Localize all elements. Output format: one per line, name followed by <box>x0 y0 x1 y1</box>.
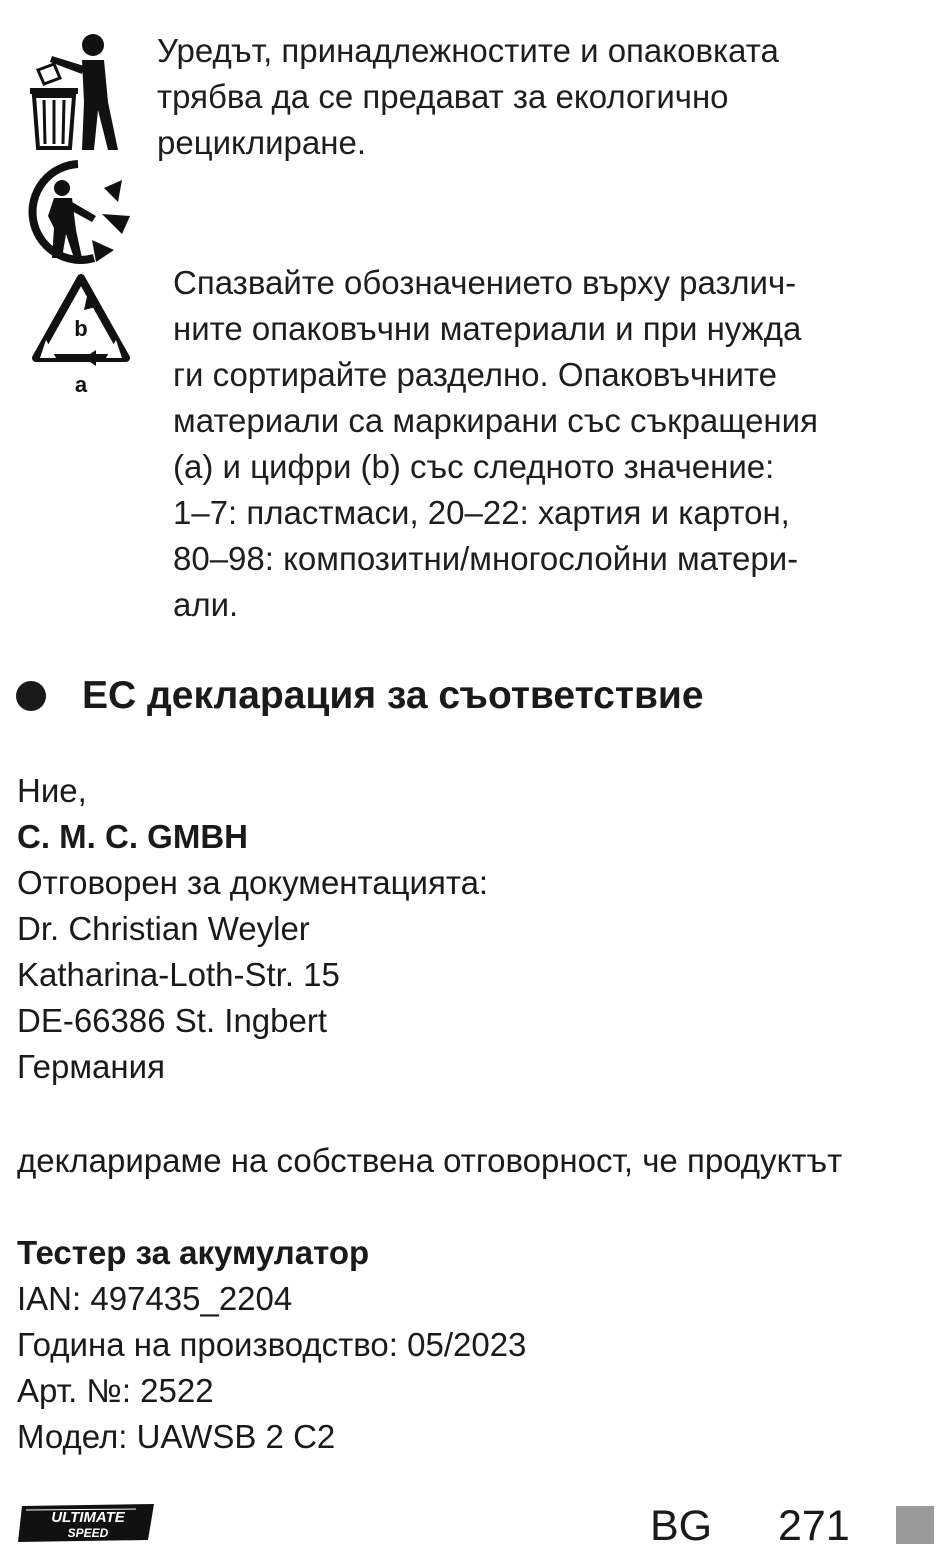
recycling-line: али. <box>173 586 239 623</box>
product-ian: IAN: 497435_2204 <box>17 1280 293 1317</box>
page-number: 271 <box>778 1502 850 1550</box>
recycling-line: (a) и цифри (b) със следното значение: <box>173 448 775 485</box>
company-name: C. M. C. GMBH <box>17 818 248 855</box>
recycling-code-triangle-icon <box>26 270 136 400</box>
address-city: DE-66386 St. Ingbert <box>17 1002 328 1039</box>
page-marker-square <box>896 1506 934 1544</box>
disposal-line: рециклиране. <box>157 124 366 161</box>
product-info-block <box>17 1230 526 1460</box>
disposal-line: Уредът, принадлежностите и опаковката <box>157 32 779 69</box>
model-number: Модел: UAWSB 2 C2 <box>17 1418 336 1455</box>
declaration-heading: ЕС декларация за съответствие <box>82 674 704 717</box>
recycling-code-letter-a: a <box>74 372 88 397</box>
production-year: Година на производство: 05/2023 <box>17 1326 527 1363</box>
waste-bin-disposal-icon <box>24 32 124 154</box>
triman-recycling-icon <box>18 158 142 266</box>
address-country: Германия <box>17 1048 165 1085</box>
language-code: BG <box>650 1502 713 1550</box>
responsible-person: Dr. Christian Weyler <box>17 910 310 947</box>
logo-line1: ULTIMATE <box>51 1509 125 1526</box>
recycling-line: 1–7: пластмаси, 20–22: хартия и картон, <box>173 494 790 531</box>
declaration-address-block <box>17 768 488 1090</box>
logo-line2: SPEED <box>67 1526 109 1540</box>
article-number: Арт. №: 2522 <box>17 1372 214 1409</box>
responsible-label: Отговорен за документацията: <box>17 864 489 901</box>
recycling-code-paragraph <box>173 260 933 628</box>
recycling-line: 80–98: композитни/многослойни матери- <box>173 540 799 577</box>
disposal-line: трябва да се предават за екологично <box>157 78 729 115</box>
ultimate-speed-logo <box>16 1500 158 1544</box>
declaration-statement: декларираме на собствена отговорност, че продуктът <box>17 1142 843 1179</box>
declaration-we: Ние, <box>17 772 87 809</box>
recycling-line: материали са маркирани със съкращения <box>173 402 818 439</box>
recycling-code-letter-b: b <box>74 316 88 341</box>
recycling-line: Спазвайте обозначението върху различ- <box>173 264 797 301</box>
recycling-line: ните опаковъчни материали и при нужда <box>173 310 802 347</box>
disposal-paragraph <box>157 28 917 166</box>
address-street: Katharina-Loth-Str. 15 <box>17 956 340 993</box>
product-name: Тестер за акумулатор <box>17 1234 370 1271</box>
recycling-line: ги сортирайте разделно. Опаковъчните <box>173 356 777 393</box>
section-bullet <box>16 681 46 711</box>
